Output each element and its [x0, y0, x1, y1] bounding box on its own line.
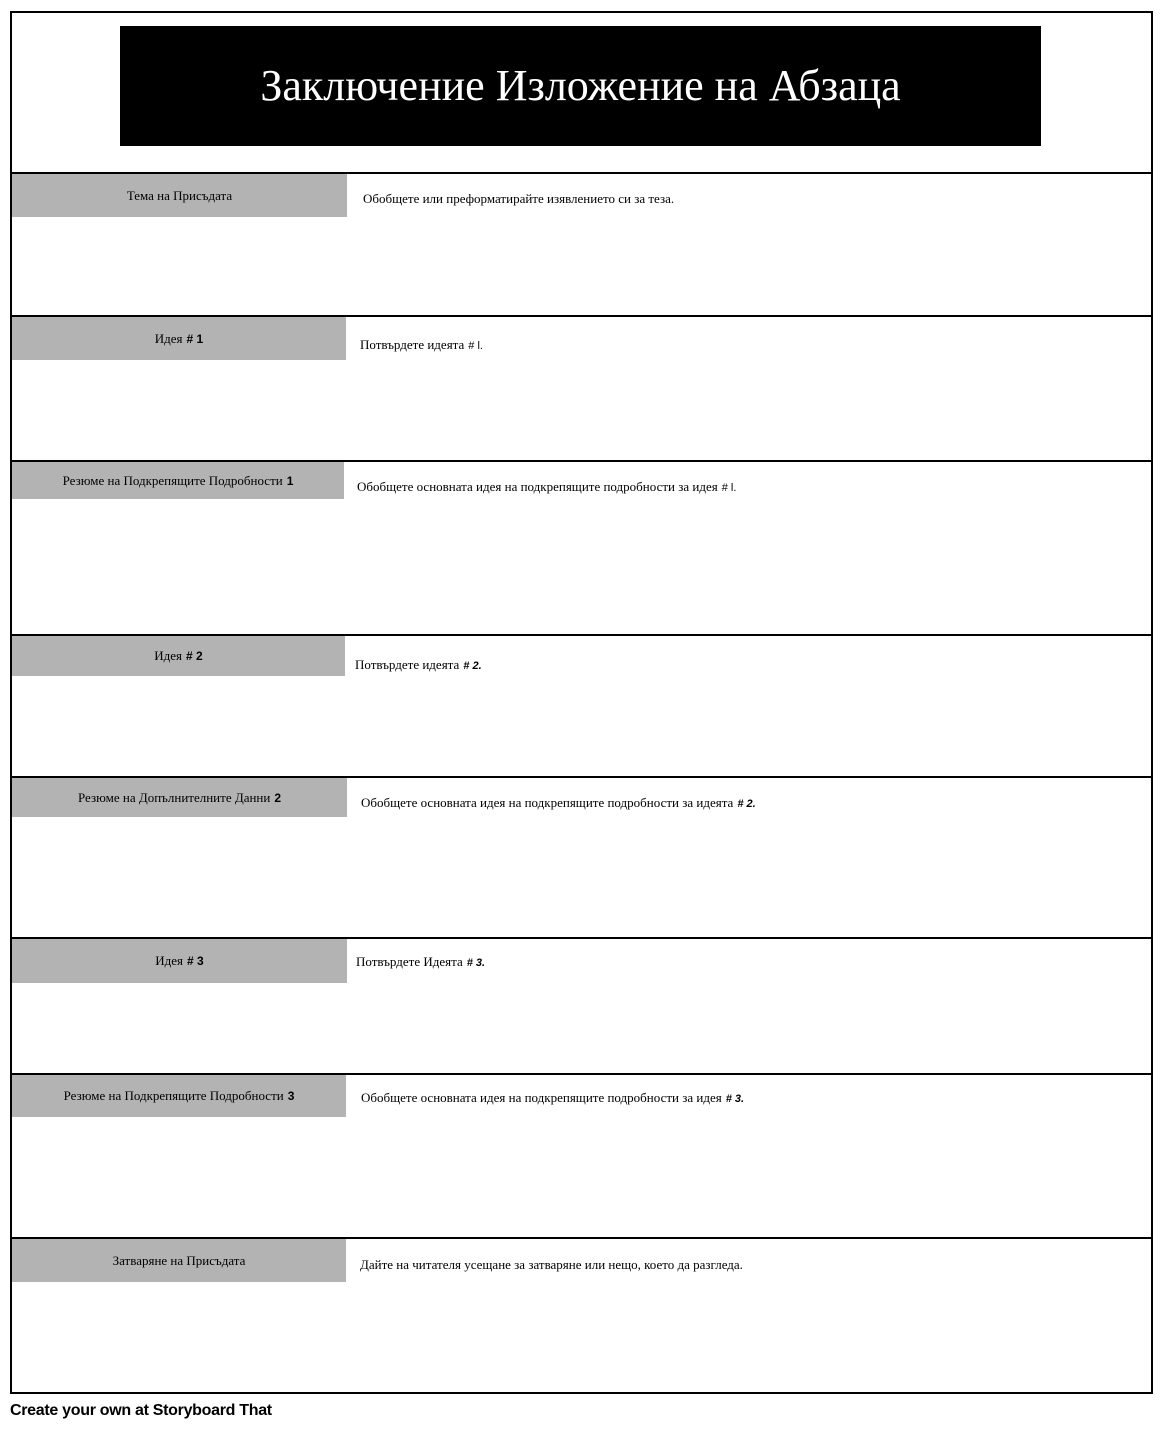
row-prompt: [360, 337, 483, 353]
row-prompt: [355, 657, 482, 673]
storyboard-footer-link[interactable]: Create your own at Storyboard That: [10, 1402, 272, 1419]
row-prompt: [360, 1257, 743, 1273]
page-title: Заключение Изложение на Абзаца: [260, 61, 901, 110]
row-label: [12, 778, 347, 817]
row-idea-3: [10, 937, 1153, 1074]
row-label: [12, 636, 345, 676]
row-label-text: Идея: [154, 648, 183, 663]
row-prompt-number: # 2.: [737, 798, 756, 810]
row-prompt-number: # l.: [721, 482, 737, 494]
row-label-text: Затваряне на Присъдата: [112, 1252, 246, 1268]
row-summary-3: [10, 1073, 1153, 1238]
title-banner: [120, 26, 1041, 146]
row-label: [12, 317, 346, 360]
row-label-number: # 2: [186, 649, 203, 663]
row-prompt-number: # l.: [468, 340, 483, 352]
row-prompt-text: Потвърдете идеята: [355, 657, 460, 672]
row-label: [12, 462, 344, 499]
row-prompt: [356, 954, 485, 970]
row-label-text: Резюме на Подкрепящите Подробности: [62, 472, 283, 488]
row-summary-2: [10, 776, 1153, 938]
row-prompt-text: Дайте на читателя усещане за затваряне или нещо, което да разгледа.: [360, 1257, 743, 1272]
row-label-text: Резюме на Подкрепящите Подробности: [63, 1088, 284, 1103]
row-summary-1: [10, 460, 1153, 635]
row-prompt-text: Обобщете основната идея на подкрепящите подробности за идея: [361, 1090, 722, 1105]
row-label-number: 1: [286, 473, 294, 488]
row-idea-2: [10, 634, 1153, 777]
row-idea-1: [10, 315, 1153, 461]
row-prompt-text: Обобщете или преформатирайте изявлението си за теза.: [363, 191, 675, 206]
row-label-text: Резюме на Допълнителните Данни: [77, 789, 271, 805]
row-prompt-text: Обобщете основната идея на подкрепящите подробности за идея: [357, 479, 718, 494]
row-prompt-text: Потвърдете Идеята: [356, 954, 463, 969]
row-label-number: # 1: [186, 331, 204, 346]
row-label-number: 3: [287, 1089, 295, 1103]
row-prompt: [357, 479, 736, 495]
row-prompt: [361, 1090, 744, 1106]
row-label-text: Тема на Присъдата: [126, 187, 233, 203]
row-label-text: Идея: [155, 953, 184, 968]
row-label: [12, 1239, 346, 1282]
row-prompt-number: # 2.: [463, 660, 482, 672]
row-closing-sentence: [10, 1237, 1153, 1394]
row-prompt-text: Обобщете основната идея на подкрепящите подробности за идеята: [361, 795, 734, 810]
row-prompt-number: # 3.: [466, 957, 486, 969]
row-label-number: # 3: [187, 954, 204, 968]
row-label-text: Идея: [154, 330, 183, 346]
row-label: [12, 939, 347, 983]
row-prompt-number: # 3.: [725, 1093, 745, 1105]
row-label: [12, 1075, 346, 1117]
row-topic-sentence: [10, 172, 1153, 316]
row-label-number: 2: [274, 790, 282, 805]
row-prompt-text: Потвърдете идеята: [360, 337, 465, 352]
row-prompt: [363, 191, 674, 207]
row-prompt: [361, 795, 756, 811]
row-label: [12, 174, 347, 217]
